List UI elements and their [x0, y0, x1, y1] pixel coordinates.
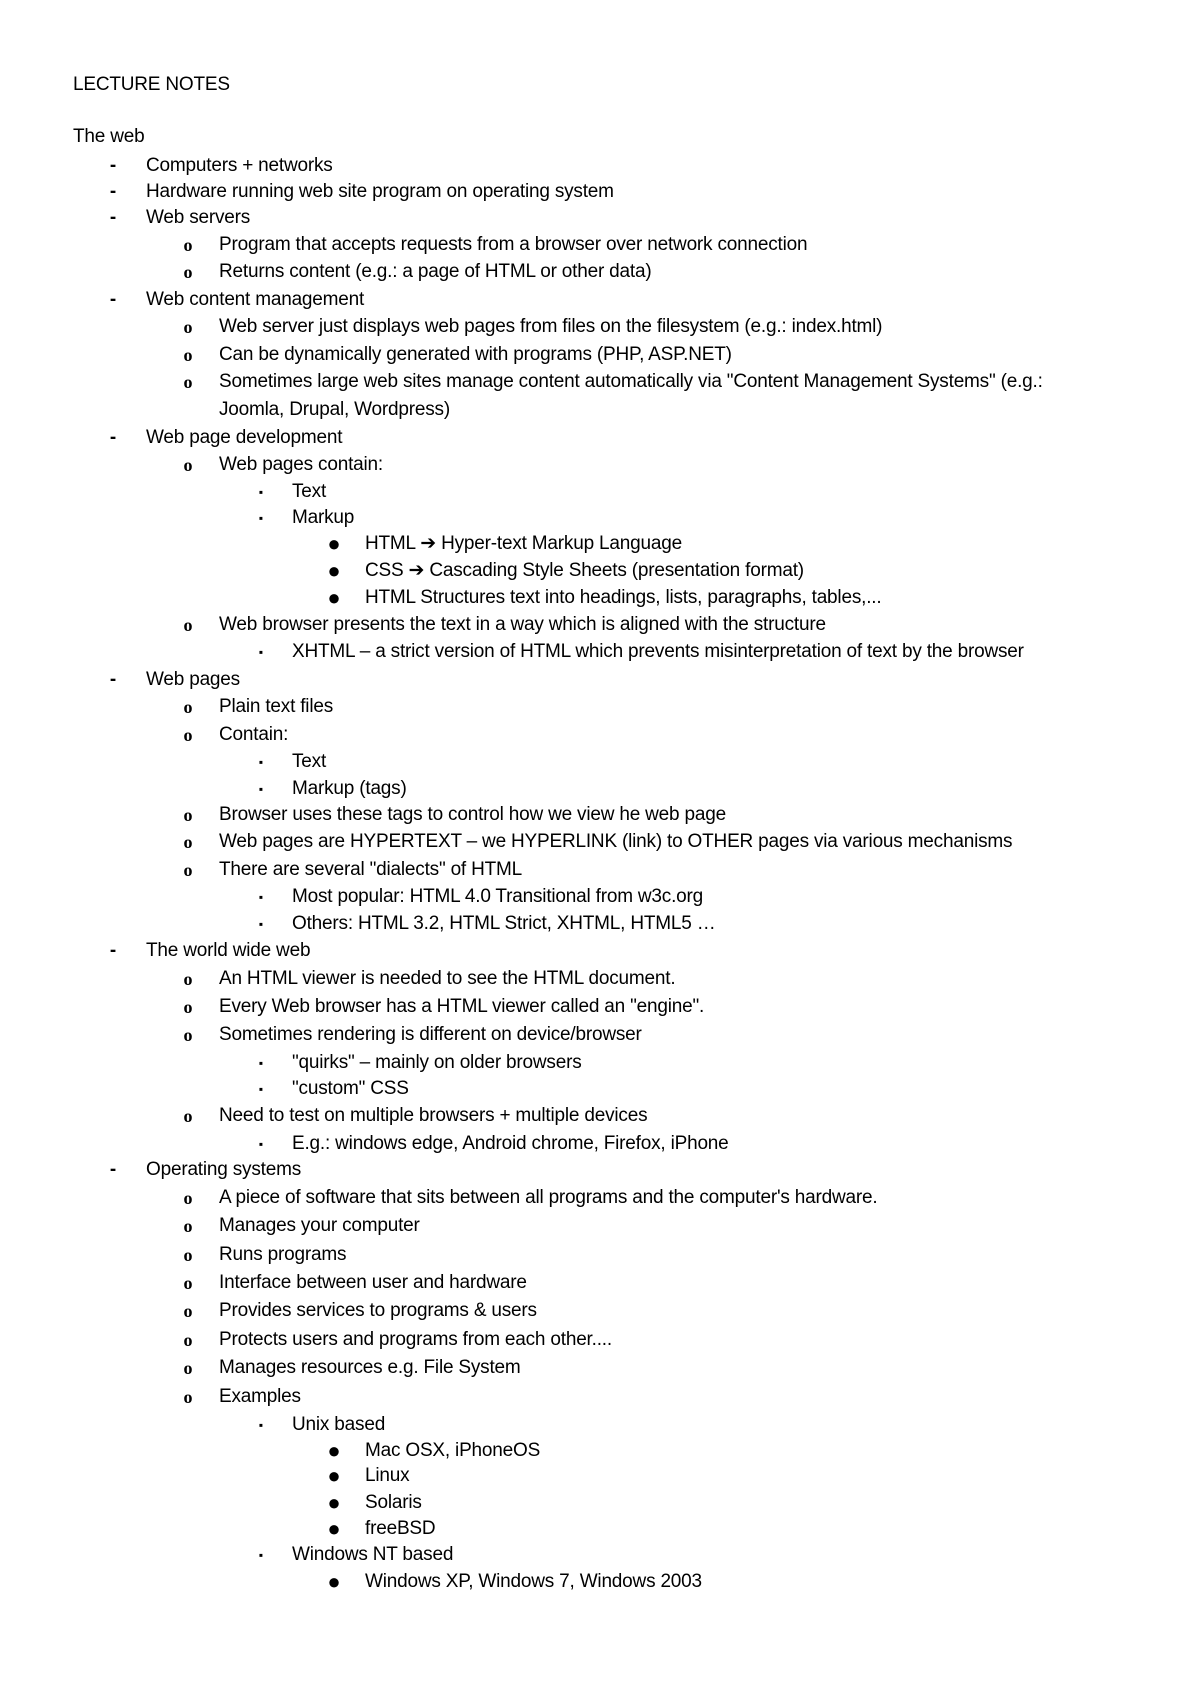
list-item-level-3: XHTML – a strict version of HTML which prevents misinterpretation of text by the browser [292, 641, 1024, 662]
list-item-level-4: CSS ➔ Cascading Style Sheets (presentation format) [365, 560, 804, 581]
list-item-level-1: Web page development [146, 427, 343, 448]
dot-bullet-icon: ● [327, 1569, 341, 1594]
circle-bullet-icon: o [183, 1188, 193, 1208]
list-item-level-4: freeBSD [365, 1518, 436, 1539]
list-item-level-3: Unix based [292, 1414, 386, 1435]
square-bullet-icon: ▪ [258, 1056, 264, 1070]
dot-bullet-icon: ● [327, 1490, 341, 1515]
dash-bullet-icon: - [109, 155, 117, 176]
dot-bullet-icon: ● [327, 558, 341, 583]
list-item-level-3: Text [292, 751, 327, 772]
dash-bullet-icon: - [109, 669, 117, 690]
dot-bullet-icon: ● [327, 1463, 341, 1488]
list-item-level-1: Computers + networks [146, 155, 333, 176]
section-heading: The web [73, 126, 145, 147]
list-item-level-3: Most popular: HTML 4.0 Transitional from w3c.org [292, 886, 704, 907]
dot-bullet-icon: ● [327, 1438, 341, 1463]
circle-bullet-icon: o [183, 1025, 193, 1045]
list-item-level-1: Web content management [146, 289, 365, 310]
list-item-level-2: Program that accepts requests from a browser over network connection [219, 234, 808, 255]
list-item-level-1: The world wide web [146, 940, 311, 961]
circle-bullet-icon: o [183, 372, 193, 392]
list-item-level-2: Contain: [219, 724, 289, 745]
square-bullet-icon: ▪ [258, 645, 264, 659]
circle-bullet-icon: o [183, 805, 193, 825]
circle-bullet-icon: o [183, 1245, 193, 1265]
list-item-level-2: Every Web browser has a HTML viewer called an "engine". [219, 996, 705, 1017]
list-item-level-2: Examples [219, 1386, 301, 1407]
list-item-level-4: HTML Structures text into headings, lists, paragraphs, tables,... [365, 587, 882, 608]
list-item-level-2: There are several "dialects" of HTML [219, 859, 523, 880]
list-item-level-1: Web pages [146, 669, 240, 690]
circle-bullet-icon: o [183, 1301, 193, 1321]
square-bullet-icon: ▪ [258, 755, 264, 769]
square-bullet-icon: ▪ [258, 485, 264, 499]
list-item-level-1: Web servers [146, 207, 251, 228]
list-item-level-2: Plain text files [219, 696, 334, 717]
circle-bullet-icon: o [183, 1216, 193, 1236]
list-item-level-1: Operating systems [146, 1159, 301, 1180]
list-item-level-2: Runs programs [219, 1244, 347, 1265]
circle-bullet-icon: o [183, 697, 193, 717]
circle-bullet-icon: o [183, 345, 193, 365]
circle-bullet-icon: o [183, 1330, 193, 1350]
circle-bullet-icon: o [183, 725, 193, 745]
list-item-level-2: Returns content (e.g.: a page of HTML or other data) [219, 261, 652, 282]
circle-bullet-icon: o [183, 317, 193, 337]
square-bullet-icon: ▪ [258, 890, 264, 904]
circle-bullet-icon: o [183, 860, 193, 880]
list-item-level-3: E.g.: windows edge, Android chrome, Firefox, iPhone [292, 1133, 729, 1154]
square-bullet-icon: ▪ [258, 1418, 264, 1432]
list-item-level-3: "quirks" – mainly on older browsers [292, 1052, 582, 1073]
circle-bullet-icon: o [183, 997, 193, 1017]
dash-bullet-icon: - [109, 181, 117, 202]
dash-bullet-icon: - [109, 940, 117, 961]
list-item-level-4: Mac OSX, iPhoneOS [365, 1440, 541, 1461]
circle-bullet-icon: o [183, 1358, 193, 1378]
list-item-level-2: Sometimes rendering is different on device/browser [219, 1024, 642, 1045]
list-item-level-2: Manages resources e.g. File System [219, 1357, 521, 1378]
document-title: LECTURE NOTES [73, 74, 230, 95]
list-item-level-4: Windows XP, Windows 7, Windows 2003 [365, 1571, 702, 1592]
list-item-level-3: Others: HTML 3.2, HTML Strict, XHTML, HTML5 … [292, 913, 716, 934]
list-item-level-3: Markup [292, 507, 355, 528]
square-bullet-icon: ▪ [258, 1082, 264, 1096]
list-item-level-2: Can be dynamically generated with programs (PHP, ASP.NET) [219, 344, 732, 365]
list-item-level-2: A piece of software that sits between all programs and the computer's hardware. [219, 1187, 878, 1208]
list-item-level-2: Protects users and programs from each other.... [219, 1329, 612, 1350]
list-item-level-4: Linux [365, 1465, 410, 1486]
dot-bullet-icon: ● [327, 585, 341, 610]
square-bullet-icon: ▪ [258, 782, 264, 796]
list-item-level-2: Web pages are HYPERTEXT – we HYPERLINK (link) to OTHER pages via various mechanisms [219, 831, 1013, 852]
list-item-level-3: "custom" CSS [292, 1078, 409, 1099]
circle-bullet-icon: o [183, 455, 193, 475]
list-item-level-2: Need to test on multiple browsers + multiple devices [219, 1105, 648, 1126]
list-item-level-2: Sometimes large web sites manage content automatically via "Content Management Systems" (e.g.: [219, 371, 1043, 392]
square-bullet-icon: ▪ [258, 511, 264, 525]
circle-bullet-icon: o [183, 262, 193, 282]
list-item-level-2: Interface between user and hardware [219, 1272, 527, 1293]
square-bullet-icon: ▪ [258, 1548, 264, 1562]
list-item-level-2: Manages your computer [219, 1215, 420, 1236]
list-item-level-2: Provides services to programs & users [219, 1300, 537, 1321]
dash-bullet-icon: - [109, 427, 117, 448]
dot-bullet-icon: ● [327, 531, 341, 556]
list-item-level-3: Markup (tags) [292, 778, 407, 799]
dot-bullet-icon: ● [327, 1516, 341, 1541]
square-bullet-icon: ▪ [258, 917, 264, 931]
circle-bullet-icon: o [183, 1387, 193, 1407]
circle-bullet-icon: o [183, 1106, 193, 1126]
circle-bullet-icon: o [183, 615, 193, 635]
list-item-level-4: HTML ➔ Hyper-text Markup Language [365, 533, 682, 554]
circle-bullet-icon: o [183, 969, 193, 989]
list-item-level-2: Joomla, Drupal, Wordpress) [219, 399, 450, 420]
list-item-level-2: Browser uses these tags to control how we view he web page [219, 804, 726, 825]
square-bullet-icon: ▪ [258, 1137, 264, 1151]
circle-bullet-icon: o [183, 1273, 193, 1293]
list-item-level-2: Web server just displays web pages from files on the filesystem (e.g.: index.html) [219, 316, 883, 337]
list-item-level-2: Web browser presents the text in a way which is aligned with the structure [219, 614, 826, 635]
dash-bullet-icon: - [109, 207, 117, 228]
circle-bullet-icon: o [183, 832, 193, 852]
dash-bullet-icon: - [109, 1159, 117, 1180]
list-item-level-3: Text [292, 481, 327, 502]
list-item-level-2: Web pages contain: [219, 454, 383, 475]
list-item-level-3: Windows NT based [292, 1544, 454, 1565]
list-item-level-2: An HTML viewer is needed to see the HTML document. [219, 968, 676, 989]
list-item-level-4: Solaris [365, 1492, 422, 1513]
dash-bullet-icon: - [109, 289, 117, 310]
list-item-level-1: Hardware running web site program on operating system [146, 181, 614, 202]
circle-bullet-icon: o [183, 235, 193, 255]
